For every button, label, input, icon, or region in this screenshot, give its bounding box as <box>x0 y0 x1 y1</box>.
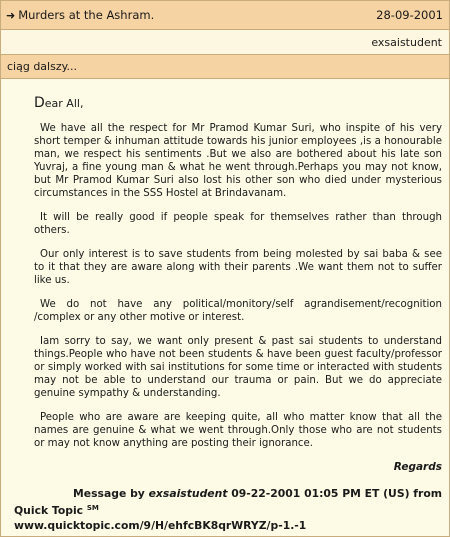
subject-text: ciąg dalszy... <box>7 60 78 73</box>
paragraph-1: We have all the respect for Mr Pramod Kumar Suri, who inspite of his very short temper & inhuman attitude towards his junior employees ,is a honourable man, we respect his sentiments .But we also are bothered about his late son Yuvraj, a fine young man & what he went through.Perhaps you may not know, but Mr Pramod Kumar Suri also lost his other son who died under mysterious circumstances in the SSS Hostel at Brindavanam. <box>34 123 442 199</box>
paragraph-2: It will be really good if people speak for themselves rather than through others. <box>34 212 442 236</box>
paragraph-5: Iam sorry to say, we want only present & past sai students to understand things.People who have not been students & have been guest faculty/professor or simply worked with sai institutions for some time or interacted with students may not be able to understand our trauma or pain. But we do appreciate genuine sympathy & understanding. <box>34 336 442 399</box>
footer-prefix: Message by <box>73 487 145 500</box>
source-service-mark: SM <box>86 504 99 512</box>
paragraph-6: People who are aware are keeping quite, all who matter know that all the names are genuine & what we went through.Only those who are not students or may not know anything are posting their ignorance. <box>34 412 442 449</box>
greeting <box>34 97 442 110</box>
message-header <box>1 1 449 30</box>
paragraph-4: We do not have any political/monitory/self agrandisement/recognition /complex or any other motive or interest. <box>34 299 442 323</box>
footer-byline <box>14 486 442 501</box>
topic-title: Murders at the Ashram. <box>18 8 155 22</box>
arrow-right-icon: ➜ <box>6 8 16 22</box>
author-bar <box>1 30 449 55</box>
post-date: 28-09-2001 <box>376 8 443 22</box>
subject-bar <box>1 55 449 79</box>
paragraph-3: Our only interest is to save students from being molested by sai baba & see to it that they are aware along with their parents .We want them not to suffer like us. <box>34 249 442 286</box>
footer-timestamp: 09-22-2001 01:05 PM ET (US) <box>231 487 410 500</box>
source-name: Quick Topic <box>14 504 84 517</box>
footer-from: from <box>413 487 442 500</box>
author-name: exsaistudent <box>371 35 442 49</box>
message-footer <box>1 486 449 533</box>
footer-url: www.quicktopic.com/9/H/ehfcBK8qrWRYZ/p-1.-1 <box>14 519 307 532</box>
footer-source <box>14 501 442 518</box>
footer-author: exsaistudent <box>148 487 228 500</box>
title-group <box>6 8 154 22</box>
message-body <box>1 79 449 474</box>
greeting-text: ear All, <box>44 97 84 110</box>
regards: Regards <box>393 461 442 473</box>
greeting-initial: D <box>34 95 45 111</box>
